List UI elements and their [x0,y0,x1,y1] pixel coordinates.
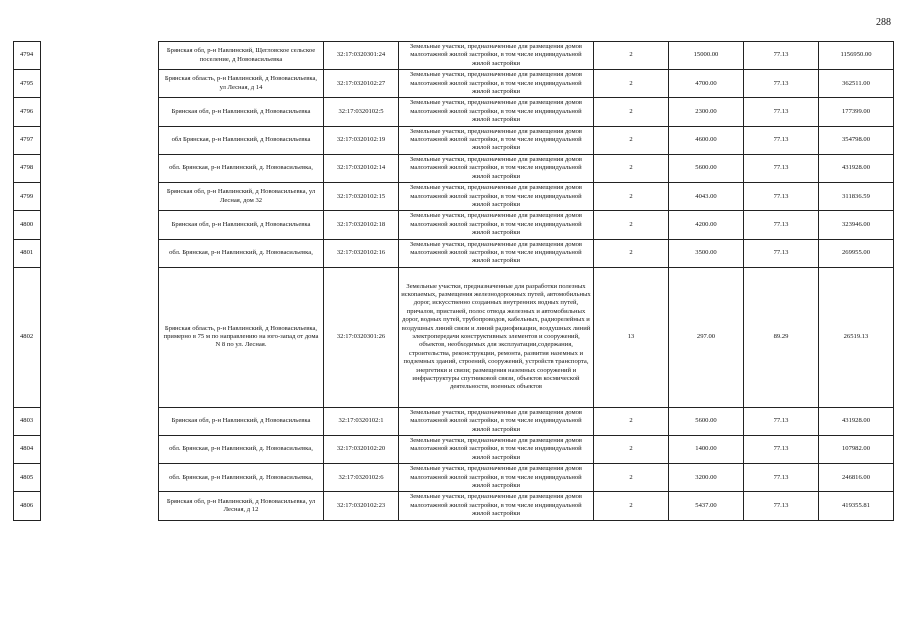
land-use-cell: Земельные участки, предназначенные для размещения домов малоэтажной жилой застройки, в том числе индивидуальной жилой застройки [399,183,594,211]
group-cell: 2 [594,98,669,126]
area-cell: 3500.00 [669,239,744,267]
cadastral-value-cell: 26519.13 [819,267,894,407]
spacer-cell [41,267,159,407]
cadastral-number-cell: 32:17:0320102:16 [324,239,399,267]
specific-value-cell: 77.13 [744,435,819,463]
row-number: 4795 [14,70,41,98]
land-use-cell: Земельные участки, предназначенные для размещения домов малоэтажной жилой застройки, в том числе индивидуальной жилой застройки [399,464,594,492]
group-cell: 2 [594,407,669,435]
cadastral-value-cell: 354798.00 [819,126,894,154]
specific-value-cell: 77.13 [744,464,819,492]
row-number: 4801 [14,239,41,267]
specific-value-cell: 89.29 [744,267,819,407]
cadastral-value-cell: 323946.00 [819,211,894,239]
address-cell: Брянская обл, р-н Навлинский, д Нововасильевка [159,407,324,435]
table-row [14,464,894,492]
area-cell: 15000.00 [669,42,744,70]
table-row [14,183,894,211]
cadastral-value-cell: 362511.00 [819,70,894,98]
area-cell: 4200.00 [669,211,744,239]
spacer-cell [41,464,159,492]
spacer-cell [41,42,159,70]
land-use-cell: Земельные участки, предназначенные для размещения домов малоэтажной жилой застройки, в том числе индивидуальной жилой застройки [399,98,594,126]
cadastral-number-cell: 32:17:0320102:1 [324,407,399,435]
land-use-cell: Земельные участки, предназначенные для разработки полезных ископаемых, размещения железнодорожных путей, автомобильных дорог, искусственно созданных внутренних водных путей, причалов, пристаней, полос отвода железных и автомобильных дорог, водных путей, трубопроводов, кабельных, радиорелейных и воздушных линий связи и линий радиофикации, воздушных линий электропередачи конструктивных элементов и сооружений, объектов, необходимых для эксплуатации,содержания, строительства, реконструкции, ремонта, развития наземных и подземных зданий, строений, сооружений, устройств транспорта, энергетики и связи; размещения наземных сооружений и инфраструктуры спутниковой связи, объектов космической деятельности, военных объектов [399,267,594,407]
cadastral-value-cell: 431928.00 [819,407,894,435]
area-cell: 297.00 [669,267,744,407]
address-cell: обл Брянская, р-н Навлинский, д Нововасильевка [159,126,324,154]
area-cell: 4700.00 [669,70,744,98]
cadastral-number-cell: 32:17:0320102:6 [324,464,399,492]
row-number: 4803 [14,407,41,435]
land-use-cell: Земельные участки, предназначенные для размещения домов малоэтажной жилой застройки, в том числе индивидуальной жилой застройки [399,42,594,70]
specific-value-cell: 77.13 [744,70,819,98]
spacer-cell [41,183,159,211]
cadastral-number-cell: 32:17:0320102:5 [324,98,399,126]
specific-value-cell: 77.13 [744,239,819,267]
table-row [14,407,894,435]
cadastral-number-cell: 32:17:0320301:24 [324,42,399,70]
cadastral-value-cell: 431928.00 [819,154,894,182]
cadastral-value-cell: 246816.00 [819,464,894,492]
cadastral-number-cell: 32:17:0320102:14 [324,154,399,182]
table-row [14,126,894,154]
table-row [14,154,894,182]
spacer-cell [41,154,159,182]
group-cell: 2 [594,42,669,70]
table-row [14,492,894,520]
group-cell: 2 [594,239,669,267]
group-cell: 2 [594,211,669,239]
table-row [14,98,894,126]
group-cell: 2 [594,435,669,463]
cadastral-number-cell: 32:17:0320102:20 [324,435,399,463]
land-use-cell: Земельные участки, предназначенные для размещения домов малоэтажной жилой застройки, в том числе индивидуальной жилой застройки [399,407,594,435]
spacer-cell [41,435,159,463]
row-number: 4797 [14,126,41,154]
spacer-cell [41,492,159,520]
table-row [14,435,894,463]
group-cell: 2 [594,492,669,520]
area-cell: 1400.00 [669,435,744,463]
area-cell: 4600.00 [669,126,744,154]
area-cell: 5437.00 [669,492,744,520]
address-cell: Брянская обл, р-н Навлинский, д Нововасильевка [159,98,324,126]
table-row [14,211,894,239]
specific-value-cell: 77.13 [744,211,819,239]
row-number: 4802 [14,267,41,407]
address-cell: Брянская обл, р-н Навлинский, д Нововасильевка, ул Лесная, д 12 [159,492,324,520]
specific-value-cell: 77.13 [744,407,819,435]
address-cell: Брянская обл, р-н Навлинский, д Нововасильевка [159,211,324,239]
specific-value-cell: 77.13 [744,492,819,520]
land-use-cell: Земельные участки, предназначенные для размещения домов малоэтажной жилой застройки, в том числе индивидуальной жилой застройки [399,70,594,98]
cadastral-number-cell: 32:17:0320102:18 [324,211,399,239]
address-cell: обл. Брянская, р-н Навлинский, д. Нововасильевка, [159,239,324,267]
cadastral-number-cell: 32:17:0320301:26 [324,267,399,407]
address-cell: Брянская область, р-н Навлинский, д Нововасильевка, ул Лесная, д 14 [159,70,324,98]
spacer-cell [41,70,159,98]
spacer-cell [41,126,159,154]
group-cell: 2 [594,464,669,492]
row-number: 4794 [14,42,41,70]
specific-value-cell: 77.13 [744,98,819,126]
address-cell: Брянская обл, р-н Навлинский, Щегловское сельское поселение, д Нововасильевка [159,42,324,70]
specific-value-cell: 77.13 [744,154,819,182]
row-number: 4804 [14,435,41,463]
area-cell: 5600.00 [669,407,744,435]
cadastral-value-cell: 177399.00 [819,98,894,126]
land-use-cell: Земельные участки, предназначенные для размещения домов малоэтажной жилой застройки, в том числе индивидуальной жилой застройки [399,154,594,182]
specific-value-cell: 77.13 [744,42,819,70]
group-cell: 2 [594,183,669,211]
row-number: 4800 [14,211,41,239]
address-cell: Брянская обл, р-н Навлинский, д Нововасильевка, ул Лесная, дом 32 [159,183,324,211]
spacer-cell [41,407,159,435]
cadastral-value-cell: 269955.00 [819,239,894,267]
cadastral-value-table [13,41,894,521]
row-number: 4806 [14,492,41,520]
land-use-cell: Земельные участки, предназначенные для размещения домов малоэтажной жилой застройки, в том числе индивидуальной жилой застройки [399,126,594,154]
land-use-cell: Земельные участки, предназначенные для размещения домов малоэтажной жилой застройки, в том числе индивидуальной жилой застройки [399,211,594,239]
group-cell: 2 [594,70,669,98]
spacer-cell [41,98,159,126]
address-cell: обл. Брянская, р-н Навлинский, д. Нововасильевка, [159,435,324,463]
group-cell: 13 [594,267,669,407]
land-use-cell: Земельные участки, предназначенные для размещения домов малоэтажной жилой застройки, в том числе индивидуальной жилой застройки [399,435,594,463]
cadastral-number-cell: 32:17:0320102:27 [324,70,399,98]
land-use-cell: Земельные участки, предназначенные для размещения домов малоэтажной жилой застройки, в том числе индивидуальной жилой застройки [399,239,594,267]
cadastral-number-cell: 32:17:0320102:15 [324,183,399,211]
spacer-cell [41,239,159,267]
address-cell: Брянская область, р-н Навлинский, д Нововасильевка, примерно в 75 м по направлению на юго-запад от дома N 8 по ул. Лесная. [159,267,324,407]
cadastral-value-cell: 419355.81 [819,492,894,520]
address-cell: обл. Брянская, р-н Навлинский, д. Нововасильевка, [159,154,324,182]
group-cell: 2 [594,126,669,154]
table-row [14,70,894,98]
cadastral-value-cell: 1156950.00 [819,42,894,70]
row-number: 4798 [14,154,41,182]
row-number: 4799 [14,183,41,211]
area-cell: 2300.00 [669,98,744,126]
table-row [14,239,894,267]
area-cell: 3200.00 [669,464,744,492]
specific-value-cell: 77.13 [744,183,819,211]
area-cell: 4043.00 [669,183,744,211]
spacer-cell [41,211,159,239]
row-number: 4796 [14,98,41,126]
specific-value-cell: 77.13 [744,126,819,154]
area-cell: 5600.00 [669,154,744,182]
cadastral-value-cell: 107982.00 [819,435,894,463]
row-number: 4805 [14,464,41,492]
group-cell: 2 [594,154,669,182]
cadastral-value-cell: 311836.59 [819,183,894,211]
address-cell: обл. Брянская, р-н Навлинский, д. Нововасильевка, [159,464,324,492]
cadastral-number-cell: 32:17:0320102:19 [324,126,399,154]
table-row [14,42,894,70]
table-row [14,267,894,407]
land-use-cell: Земельные участки, предназначенные для размещения домов малоэтажной жилой застройки, в том числе индивидуальной жилой застройки [399,492,594,520]
page-number: 288 [876,17,891,28]
cadastral-number-cell: 32:17:0320102:23 [324,492,399,520]
